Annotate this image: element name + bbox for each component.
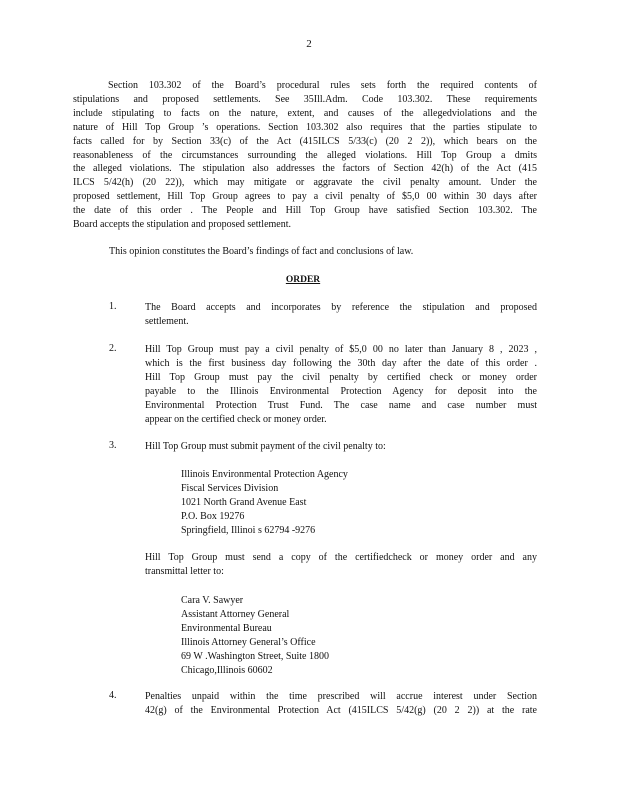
findings-paragraph [109, 245, 509, 259]
order-item-text [145, 690, 537, 718]
order-item-text [145, 551, 537, 579]
intro-paragraph [73, 79, 537, 232]
text-line: Hill Top Group must pay a civil penalty of $5,0 00 no later than January 8 , 2023 , [145, 344, 537, 355]
address-line: Environmental Bureau [181, 622, 272, 634]
address-line: Cara V. Sawyer [181, 595, 244, 606]
text-line: appear on the certified check or money order. [145, 413, 327, 425]
text-line: payable to the Illinois Environmental Protection Agency for deposit into the [145, 385, 537, 397]
address-line: Springfield, Illinoi s 62794 -9276 [181, 524, 316, 536]
order-item-text [145, 301, 537, 329]
address-line: Assistant Attorney General [181, 608, 290, 620]
text-line: the date of this order . The People and Hill Top Group have satisfied Section 103.302. The [73, 205, 537, 217]
text-line: nature of Hill Top Group ’s operations. Section 103.302 also requires that the parties stipulate to [73, 121, 537, 133]
text-line: Penalties unpaid within the time prescribed will accrue interest under Section [145, 691, 537, 702]
order-item-text [145, 343, 537, 426]
address-line: Illinois Attorney General’s Office [181, 636, 316, 648]
text-line: Board accepts the stipulation and proposed settlement. [73, 219, 291, 231]
item-number: 1. [109, 301, 117, 312]
order-heading: ORDER [285, 275, 321, 285]
payment-address [181, 468, 348, 538]
text-line: settlement. [145, 315, 189, 327]
text-line: include stipulating to facts on the nature, extent, and causes of the allegedviolations and the [73, 107, 537, 119]
text-line: which is the first business day following the 30th day after the date of this order . [145, 357, 537, 369]
text-line: ILCS 5/42(h) (20 22)), which may mitigate or aggravate the civil penalty amount. Under the [73, 177, 537, 189]
text-line: facts called for by Section 33(c) of the Act (415ILCS 5/33(c) (20 2 2)), which bears on the [73, 135, 537, 147]
item-number: 3. [109, 440, 117, 451]
text-line: reasonableness of the circumstances surrounding the alleged violations. Hill Top Group a dmits [73, 149, 537, 161]
text-line: This opinion constitutes the Board’s findings of fact and conclusions of law. [109, 246, 414, 257]
text-line: Hill Top Group must send a copy of the certifiedcheck or money order and any [145, 552, 537, 563]
text-line: Hill Top Group must submit payment of the civil penalty to: [145, 441, 386, 452]
text-line: Hill Top Group must pay the civil penalty by certified check or money order [145, 371, 537, 383]
text-line: Environmental Protection Trust Fund. The case name and case number must [145, 399, 537, 411]
item-number: 4. [109, 690, 117, 701]
address-line: 1021 North Grand Avenue East [181, 496, 307, 508]
address-line: 69 W .Washington Street, Suite 1800 [181, 650, 329, 662]
address-line: Illinois Environmental Protection Agency [181, 469, 348, 480]
attorney-address [181, 594, 329, 677]
order-item-text [145, 440, 537, 454]
item-number: 2. [109, 343, 117, 354]
text-line: Section 103.302 of the Board’s procedural rules sets forth the required contents of [108, 80, 537, 91]
page-number: 2 [306, 38, 312, 50]
text-line: The Board accepts and incorporates by reference the stipulation and proposed [145, 302, 537, 313]
address-line: Chicago,Illinois 60602 [181, 664, 273, 676]
text-line: 42(g) of the Environmental Protection Act (415ILCS 5/42(g) (20 2 2)) at the rate [145, 704, 537, 716]
text-line: stipulations and proposed settlements. See 35Ill.Adm. Code 103.302. These requirements [73, 93, 537, 105]
text-line: transmittal letter to: [145, 565, 224, 577]
text-line: proposed settlement, Hill Top Group agrees to pay a civil penalty of $5,0 00 within 30 days after [73, 191, 537, 203]
address-line: Fiscal Services Division [181, 482, 279, 494]
text-line: the alleged violations. The stipulation also addresses the factors of Section 42(h) of the Act (415 [73, 163, 537, 175]
address-line: P.O. Box 19276 [181, 510, 245, 522]
